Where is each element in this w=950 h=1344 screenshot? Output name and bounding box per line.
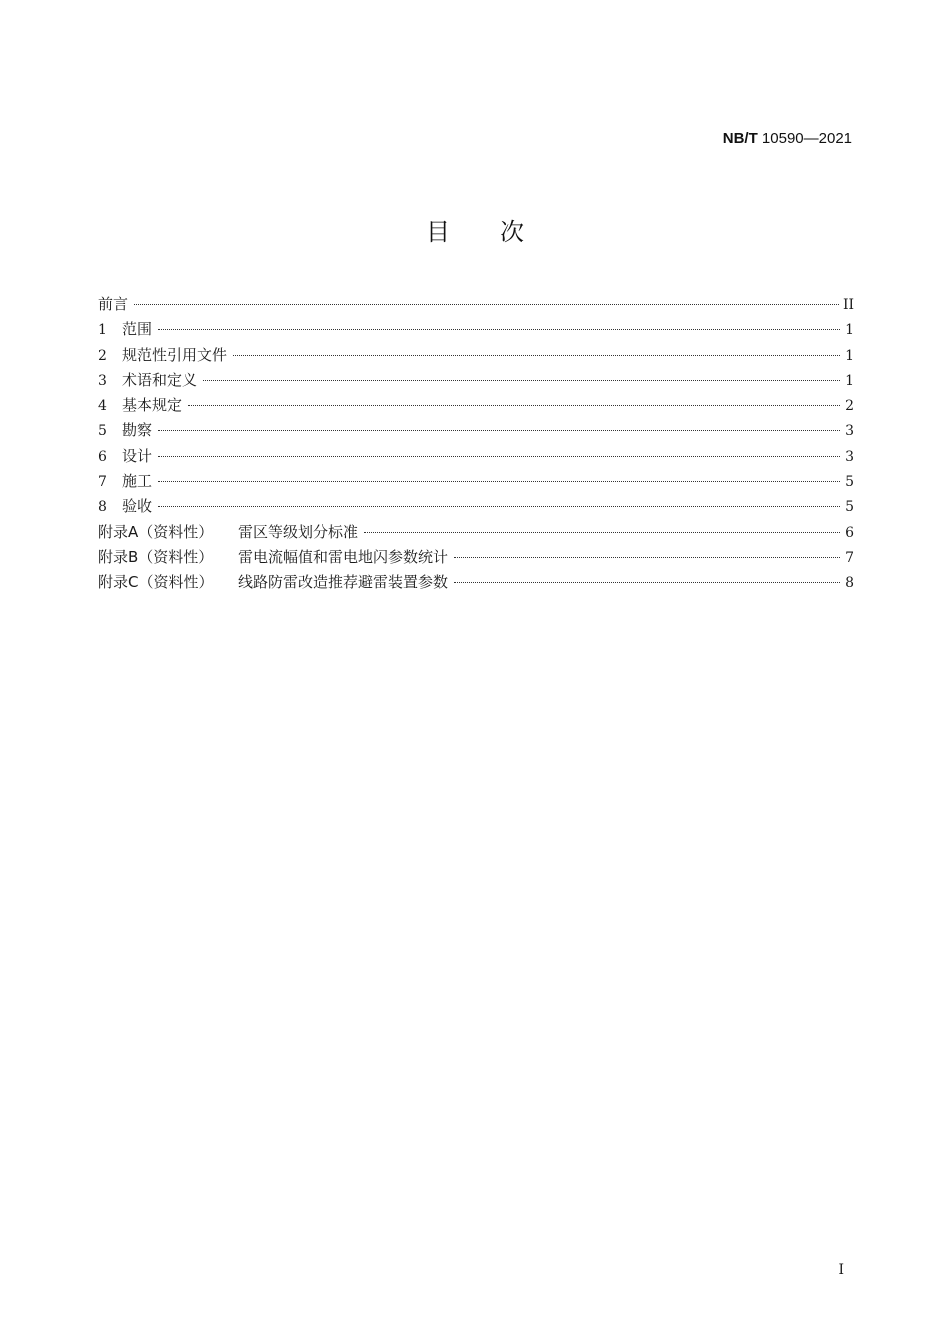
standard-number: 10590—2021	[757, 130, 852, 147]
toc-entry-page: 5	[845, 499, 854, 516]
page-number: I	[838, 1262, 844, 1278]
toc-appendix-prefix: 附录B（资料性）	[98, 547, 214, 566]
toc-leader-dots	[454, 582, 840, 583]
toc-entry-title: 术语和定义	[122, 370, 198, 389]
toc-leader-dots	[188, 405, 840, 406]
toc-entry-title: 范围	[122, 320, 153, 339]
toc-entry-number: 7	[98, 474, 107, 491]
toc-entry-6[interactable]	[98, 444, 854, 469]
toc-appendix-prefix: 附录C（资料性）	[98, 573, 214, 592]
toc-entry-foreword[interactable]	[98, 292, 854, 317]
toc-entry-page: 1	[845, 347, 854, 364]
toc-heading: 目次	[426, 218, 574, 246]
toc-appendix-b[interactable]	[98, 545, 854, 570]
toc-entry-page: 5	[845, 474, 854, 491]
toc-leader-dots	[203, 380, 840, 381]
toc-entry-page: 3	[845, 423, 854, 440]
toc-leader-dots	[158, 329, 840, 330]
toc-leader-dots	[454, 557, 840, 558]
toc-leader-dots	[364, 532, 840, 533]
toc-entry-3[interactable]	[98, 368, 854, 393]
standard-prefix: NB/T	[722, 130, 758, 147]
toc-entry-number: 5	[98, 423, 107, 440]
toc-entry-page: 2	[845, 398, 854, 415]
toc-entry-page: 7	[845, 549, 854, 566]
toc-entry-title: 设计	[122, 446, 153, 465]
toc-entry-title: 雷电流幅值和雷电地闪参数统计	[238, 547, 449, 566]
toc-entry-8[interactable]	[98, 494, 854, 519]
toc-entry-title: 验收	[122, 497, 153, 516]
toc-entry-1[interactable]	[98, 317, 854, 342]
toc-entry-number: 4	[98, 398, 107, 415]
standard-code	[723, 130, 852, 147]
toc-entry-title: 勘察	[122, 421, 153, 440]
toc-entry-5[interactable]	[98, 418, 854, 443]
toc-entry-7[interactable]	[98, 469, 854, 494]
toc-entry-2[interactable]	[98, 343, 854, 368]
toc-entry-4[interactable]	[98, 393, 854, 418]
toc-entry-number: 2	[98, 347, 107, 364]
toc-entry-title: 前言	[98, 295, 129, 313]
toc-leader-dots	[134, 304, 839, 305]
toc-leader-dots	[233, 355, 840, 356]
toc-leader-dots	[158, 506, 840, 507]
toc-appendix-a[interactable]	[98, 520, 854, 545]
toc-leader-dots	[158, 430, 840, 431]
toc-entry-number: 1	[98, 322, 107, 339]
toc-entry-page: 1	[845, 322, 854, 339]
toc-entry-title: 规范性引用文件	[122, 345, 228, 364]
toc-entry-page: 8	[845, 575, 854, 592]
toc-entry-page: 1	[845, 372, 854, 389]
toc-leader-dots	[158, 481, 840, 482]
toc-entry-number: 8	[98, 499, 107, 516]
toc-entry-page: 3	[845, 448, 854, 465]
toc-entry-page: 6	[845, 524, 854, 541]
table-of-contents	[98, 292, 854, 596]
toc-entry-number: 6	[98, 448, 107, 465]
toc-entry-title: 施工	[122, 472, 153, 491]
toc-entry-page: II	[842, 297, 854, 313]
toc-appendix-c[interactable]	[98, 570, 854, 595]
toc-appendix-prefix: 附录A（资料性）	[98, 522, 214, 541]
toc-entry-number: 3	[98, 372, 107, 389]
toc-entry-title: 基本规定	[122, 396, 183, 415]
toc-entry-title: 线路防雷改造推荐避雷装置参数	[238, 573, 449, 592]
toc-entry-title: 雷区等级划分标准	[238, 522, 359, 541]
toc-leader-dots	[158, 456, 840, 457]
